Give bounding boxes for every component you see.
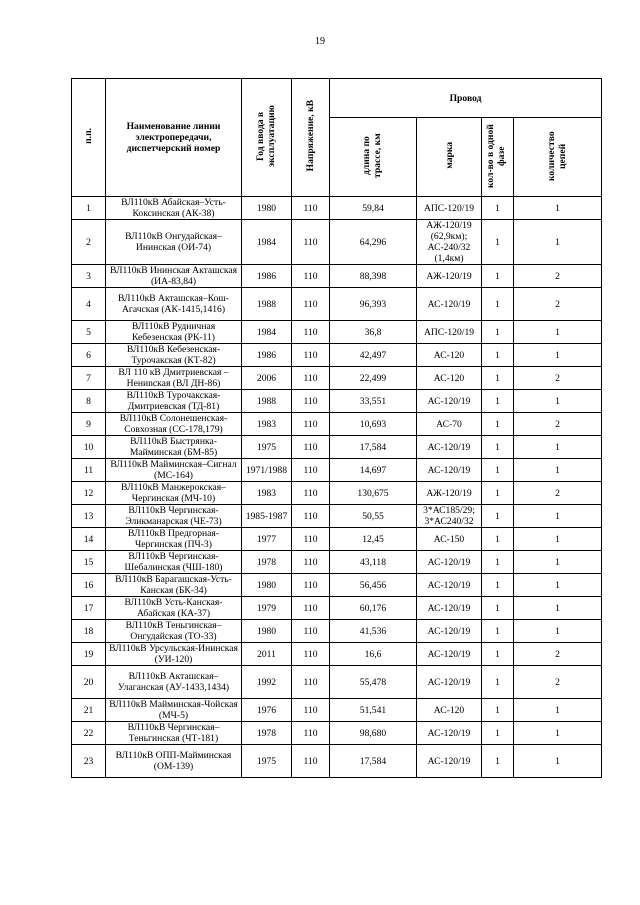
commission-year: 2011: [242, 643, 292, 666]
header-wire: Провод: [330, 79, 602, 118]
commission-year: 2006: [242, 367, 292, 390]
wire-mark: АЖ-120/19: [417, 265, 482, 288]
table-row: [72, 620, 602, 643]
table-row: [72, 551, 602, 574]
table-row: [72, 220, 602, 265]
wire-mark: АПС-120/19: [417, 321, 482, 344]
table-row: [72, 459, 602, 482]
wires-per-phase: 1: [482, 482, 514, 505]
header-count-phase: кол-во в одной фазе: [482, 118, 514, 197]
wire-mark: АС-120/19: [417, 436, 482, 459]
route-length: 130,675: [330, 482, 417, 505]
wire-mark: АЖ-120/19 (62,9км); АС-240/32 (1,4км): [417, 220, 482, 265]
wire-mark: АС-150: [417, 528, 482, 551]
line-name: ВЛ110кВ Рудничная Кебезенская (РК-11): [106, 321, 242, 344]
voltage: 110: [292, 620, 330, 643]
wires-per-phase: 1: [482, 197, 514, 220]
line-name: ВЛ110кВ Чергинская–Теньгинская (ЧТ-181): [106, 722, 242, 745]
row-number: 23: [72, 745, 106, 778]
route-length: 60,176: [330, 597, 417, 620]
row-number: 21: [72, 699, 106, 722]
commission-year: 1978: [242, 551, 292, 574]
wires-per-phase: 1: [482, 459, 514, 482]
route-length: 16,6: [330, 643, 417, 666]
circuit-count: 1: [514, 597, 602, 620]
header-length: длина по трассе, км: [330, 118, 417, 197]
header-circuits: количество цепей: [514, 118, 602, 197]
table-row: [72, 745, 602, 778]
route-length: 17,584: [330, 745, 417, 778]
header-voltage: Напряжение, кВ: [292, 79, 330, 197]
wire-mark: АС-120: [417, 699, 482, 722]
header-num: п.п.: [72, 79, 106, 197]
voltage: 110: [292, 459, 330, 482]
wire-mark: 3*АС185/29; 3*АС240/32: [417, 505, 482, 528]
header-year: Год ввода в эксплуатацию: [242, 79, 292, 197]
table-row: [72, 643, 602, 666]
row-number: 22: [72, 722, 106, 745]
commission-year: 1975: [242, 745, 292, 778]
wires-per-phase: 1: [482, 643, 514, 666]
voltage: 110: [292, 321, 330, 344]
row-number: 9: [72, 413, 106, 436]
wires-per-phase: 1: [482, 597, 514, 620]
voltage: 110: [292, 288, 330, 321]
wires-per-phase: 1: [482, 265, 514, 288]
commission-year: 1978: [242, 722, 292, 745]
page-number: 19: [315, 36, 325, 47]
commission-year: 1977: [242, 528, 292, 551]
row-number: 1: [72, 197, 106, 220]
route-length: 14,697: [330, 459, 417, 482]
route-length: 12,45: [330, 528, 417, 551]
wire-mark: АС-120/19: [417, 643, 482, 666]
wire-mark: АС-120/19: [417, 574, 482, 597]
voltage: 110: [292, 745, 330, 778]
table-row: [72, 436, 602, 459]
table-row: [72, 197, 602, 220]
line-name: ВЛ110кВ Быстрянка-Майминская (БМ-85): [106, 436, 242, 459]
wire-mark: АС-120/19: [417, 551, 482, 574]
voltage: 110: [292, 413, 330, 436]
row-number: 11: [72, 459, 106, 482]
table-row: [72, 666, 602, 699]
route-length: 64,296: [330, 220, 417, 265]
wires-per-phase: 1: [482, 344, 514, 367]
commission-year: 1984: [242, 321, 292, 344]
wire-mark: АС-120/19: [417, 620, 482, 643]
row-number: 17: [72, 597, 106, 620]
circuit-count: 1: [514, 321, 602, 344]
line-name: ВЛ110кВ Майминская–Сигнал (МС-164): [106, 459, 242, 482]
wire-mark: АС-120/19: [417, 288, 482, 321]
wires-per-phase: 1: [482, 620, 514, 643]
wires-per-phase: 1: [482, 413, 514, 436]
line-name: ВЛ110кВ Урсульская-Ининская (УИ-120): [106, 643, 242, 666]
voltage: 110: [292, 265, 330, 288]
table-row: [72, 390, 602, 413]
route-length: 51,541: [330, 699, 417, 722]
row-number: 12: [72, 482, 106, 505]
voltage: 110: [292, 597, 330, 620]
row-number: 18: [72, 620, 106, 643]
circuit-count: 1: [514, 574, 602, 597]
table-row: [72, 574, 602, 597]
circuit-count: 1: [514, 745, 602, 778]
route-length: 43,118: [330, 551, 417, 574]
route-length: 98,680: [330, 722, 417, 745]
wires-per-phase: 1: [482, 321, 514, 344]
row-number: 4: [72, 288, 106, 321]
line-name: ВЛ110кВ Акташская–Кош-Агачская (АК-1415,1416): [106, 288, 242, 321]
circuit-count: 1: [514, 699, 602, 722]
wires-per-phase: 1: [482, 288, 514, 321]
voltage: 110: [292, 367, 330, 390]
row-number: 13: [72, 505, 106, 528]
row-number: 7: [72, 367, 106, 390]
wire-mark: АС-120/19: [417, 459, 482, 482]
line-name: ВЛ110кВ Акташская–Улаганская (АУ-1433,1434): [106, 666, 242, 699]
line-name: ВЛ110кВ Теньгинская–Онгудайская (ТО-33): [106, 620, 242, 643]
table-row: [72, 699, 602, 722]
wires-per-phase: 1: [482, 505, 514, 528]
commission-year: 1988: [242, 288, 292, 321]
commission-year: 1986: [242, 344, 292, 367]
row-number: 6: [72, 344, 106, 367]
line-name: ВЛ110кВ Чергинская-Эликманарская (ЧЕ-73): [106, 505, 242, 528]
line-name: ВЛ110кВ Майминская-Чойская (МЧ-5): [106, 699, 242, 722]
line-name: ВЛ110кВ Чергинская-Шебалинская (ЧШ-180): [106, 551, 242, 574]
voltage: 110: [292, 722, 330, 745]
route-length: 41,536: [330, 620, 417, 643]
route-length: 22,499: [330, 367, 417, 390]
circuit-count: 1: [514, 551, 602, 574]
route-length: 96,393: [330, 288, 417, 321]
wire-mark: АС-120/19: [417, 722, 482, 745]
wires-per-phase: 1: [482, 699, 514, 722]
voltage: 110: [292, 344, 330, 367]
circuit-count: 1: [514, 344, 602, 367]
wire-mark: АС-120: [417, 344, 482, 367]
commission-year: 1986: [242, 265, 292, 288]
wires-per-phase: 1: [482, 574, 514, 597]
line-name: ВЛ110кВ Предгорная-Чергинская (ПЧ-3): [106, 528, 242, 551]
header-mark: марка: [417, 118, 482, 197]
commission-year: 1988: [242, 390, 292, 413]
table-row: [72, 413, 602, 436]
commission-year: 1984: [242, 220, 292, 265]
line-name: ВЛ110кВ Манжерокская–Чергинская (МЧ-10): [106, 482, 242, 505]
line-name: ВЛ110кВ Ининская Акташская (ИА-83,84): [106, 265, 242, 288]
line-name: ВЛ110кВ Барагашская-Усть-Канская (БК-34): [106, 574, 242, 597]
wire-mark: АС-120/19: [417, 597, 482, 620]
commission-year: 1985-1987: [242, 505, 292, 528]
wires-per-phase: 1: [482, 745, 514, 778]
wires-per-phase: 1: [482, 551, 514, 574]
voltage: 110: [292, 643, 330, 666]
header-row-1: [72, 79, 602, 118]
wires-per-phase: 1: [482, 436, 514, 459]
commission-year: 1975: [242, 436, 292, 459]
voltage: 110: [292, 574, 330, 597]
commission-year: 1980: [242, 197, 292, 220]
circuit-count: 2: [514, 482, 602, 505]
table-row: [72, 288, 602, 321]
circuit-count: 1: [514, 436, 602, 459]
wire-mark: АС-120/19: [417, 666, 482, 699]
table-row: [72, 528, 602, 551]
circuit-count: 1: [514, 197, 602, 220]
table-row: [72, 722, 602, 745]
wires-per-phase: 1: [482, 367, 514, 390]
circuit-count: 2: [514, 367, 602, 390]
line-name: ВЛ110кВ ОПП-Майминская (ОМ-139): [106, 745, 242, 778]
line-name: ВЛ110кВ Онгудайская–Ининская (ОИ-74): [106, 220, 242, 265]
wire-mark: АЖ-120/19: [417, 482, 482, 505]
wires-per-phase: 1: [482, 722, 514, 745]
voltage: 110: [292, 390, 330, 413]
wires-per-phase: 1: [482, 220, 514, 265]
circuit-count: 2: [514, 265, 602, 288]
route-length: 33,551: [330, 390, 417, 413]
line-name: ВЛ110кВ Абайская–Усть-Коксинская (АК-38): [106, 197, 242, 220]
line-name: ВЛ 110 кВ Дмитриевская – Нениnская (ВЛ ДН-86): [106, 367, 242, 390]
row-number: 5: [72, 321, 106, 344]
row-number: 3: [72, 265, 106, 288]
commission-year: 1971/1988: [242, 459, 292, 482]
route-length: 50,55: [330, 505, 417, 528]
wires-per-phase: 1: [482, 666, 514, 699]
voltage: 110: [292, 482, 330, 505]
commission-year: 1983: [242, 413, 292, 436]
row-number: 10: [72, 436, 106, 459]
table-row: [72, 597, 602, 620]
voltage: 110: [292, 197, 330, 220]
voltage: 110: [292, 528, 330, 551]
route-length: 17,584: [330, 436, 417, 459]
route-length: 59,84: [330, 197, 417, 220]
table-row: [72, 321, 602, 344]
circuit-count: 1: [514, 620, 602, 643]
circuit-count: 1: [514, 220, 602, 265]
route-length: 10,693: [330, 413, 417, 436]
circuit-count: 2: [514, 413, 602, 436]
commission-year: 1980: [242, 574, 292, 597]
voltage: 110: [292, 666, 330, 699]
table-row: [72, 344, 602, 367]
row-number: 14: [72, 528, 106, 551]
commission-year: 1983: [242, 482, 292, 505]
row-number: 2: [72, 220, 106, 265]
row-number: 20: [72, 666, 106, 699]
line-name: ВЛ110кВ Солонешенская-Совхозная (СС-178,179): [106, 413, 242, 436]
wire-mark: АС-120/19: [417, 390, 482, 413]
commission-year: 1976: [242, 699, 292, 722]
table-row: [72, 265, 602, 288]
commission-year: 1980: [242, 620, 292, 643]
voltage: 110: [292, 551, 330, 574]
circuit-count: 1: [514, 459, 602, 482]
wires-per-phase: 1: [482, 528, 514, 551]
wire-mark: АПС-120/19: [417, 197, 482, 220]
circuit-count: 2: [514, 666, 602, 699]
wire-mark: АС-120/19: [417, 745, 482, 778]
route-length: 88,398: [330, 265, 417, 288]
table-row: [72, 482, 602, 505]
wires-per-phase: 1: [482, 390, 514, 413]
circuit-count: 1: [514, 505, 602, 528]
header-name: Наименование линии электропередачи, диспетчерский номер: [106, 79, 242, 197]
row-number: 15: [72, 551, 106, 574]
route-length: 42,497: [330, 344, 417, 367]
route-length: 56,456: [330, 574, 417, 597]
circuit-count: 2: [514, 288, 602, 321]
circuit-count: 2: [514, 643, 602, 666]
voltage: 110: [292, 220, 330, 265]
circuit-count: 1: [514, 722, 602, 745]
circuit-count: 1: [514, 528, 602, 551]
row-number: 8: [72, 390, 106, 413]
wire-mark: АС-120: [417, 367, 482, 390]
row-number: 16: [72, 574, 106, 597]
route-length: 55,478: [330, 666, 417, 699]
line-name: ВЛ110кВ Усть-Канская-Абайская (КА-37): [106, 597, 242, 620]
voltage: 110: [292, 436, 330, 459]
voltage: 110: [292, 505, 330, 528]
table-row: [72, 367, 602, 390]
wire-mark: АС-70: [417, 413, 482, 436]
commission-year: 1979: [242, 597, 292, 620]
row-number: 19: [72, 643, 106, 666]
route-length: 36,8: [330, 321, 417, 344]
line-name: ВЛ110кВ Кебезенская-Турочакская (КТ-82): [106, 344, 242, 367]
table-row: [72, 505, 602, 528]
circuit-count: 1: [514, 390, 602, 413]
commission-year: 1992: [242, 666, 292, 699]
power-lines-table: [71, 78, 602, 778]
line-name: ВЛ110кВ Турочакская-Дмитриевская (ТД-81): [106, 390, 242, 413]
voltage: 110: [292, 699, 330, 722]
